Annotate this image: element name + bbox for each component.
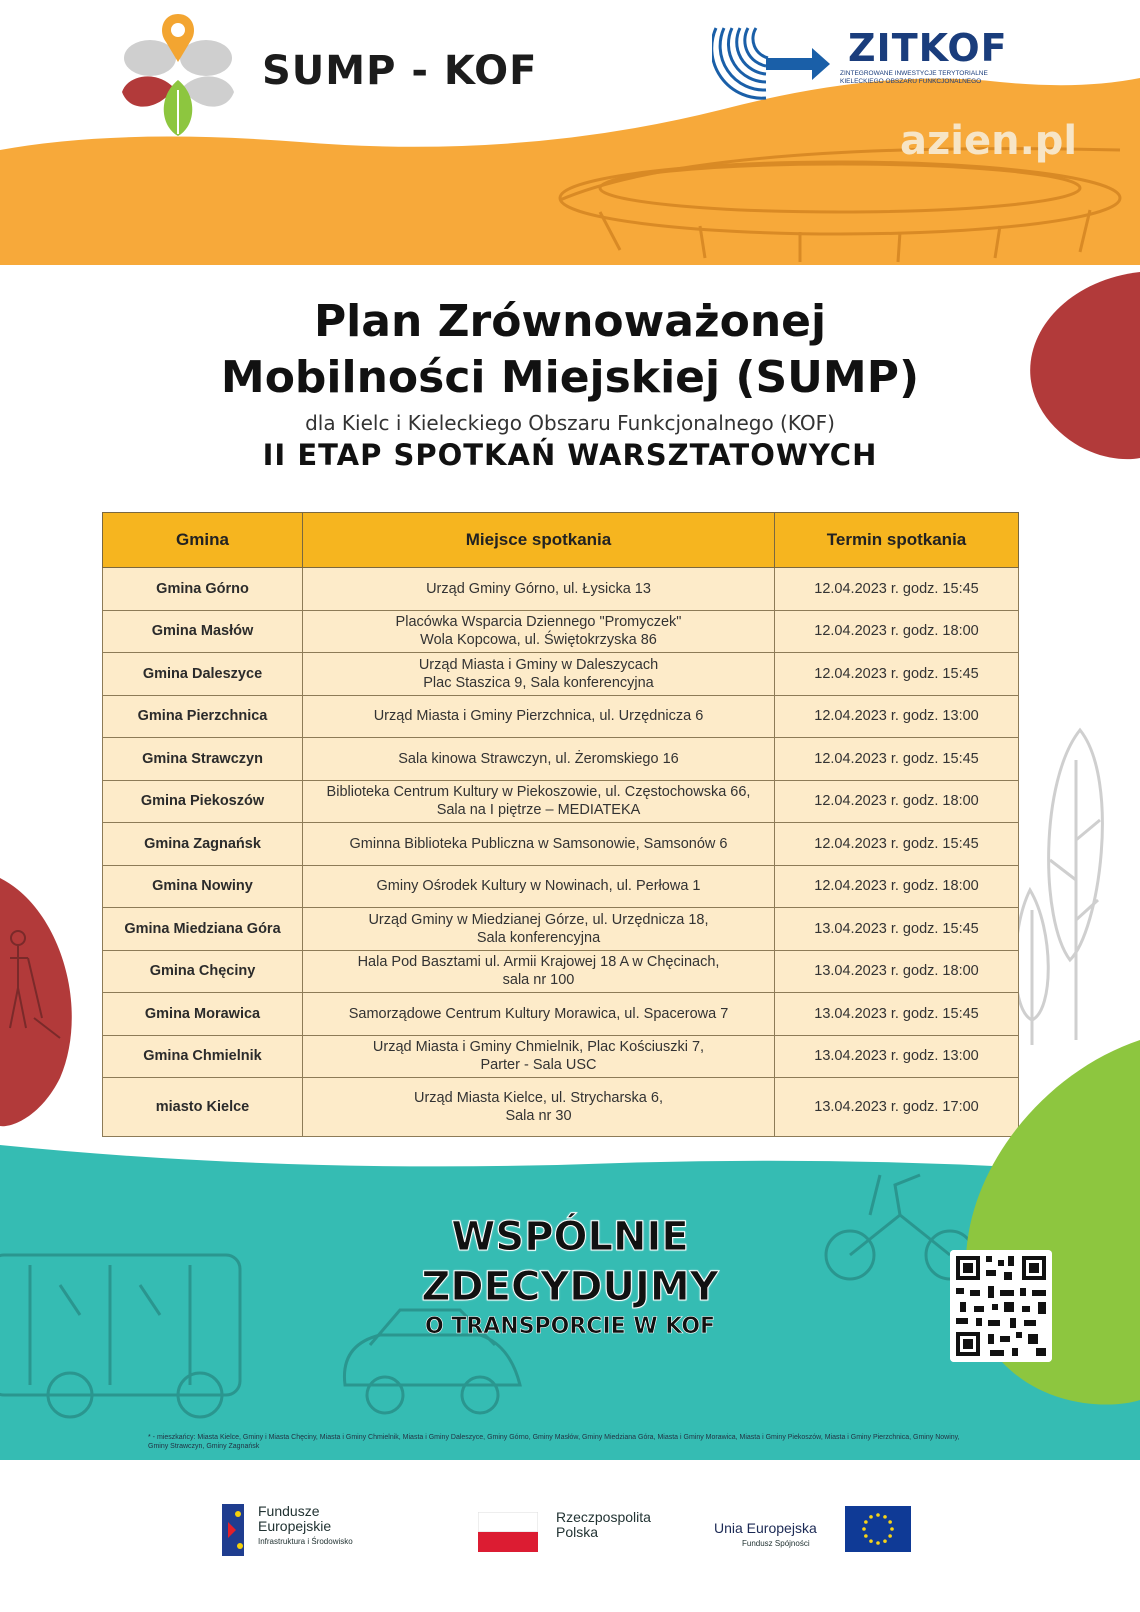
cell-date: 13.04.2023 r. godz. 15:45	[775, 993, 1019, 1036]
table-row	[103, 695, 1019, 738]
table-row	[103, 823, 1019, 866]
place-line-1: Hala Pod Basztami ul. Armii Krajowej 18 A w Chęcinach,	[357, 954, 720, 971]
eu-star-icon	[883, 1539, 887, 1543]
cell-place	[303, 908, 775, 951]
place-line-1: Biblioteka Centrum Kultury w Piekoszowie, ul. Częstochowska 66,	[326, 784, 751, 801]
place-line-1: Urząd Miasta i Gminy Pierzchnica, ul. Urzędnicza 6	[373, 708, 704, 725]
cell-date: 12.04.2023 r. godz. 18:00	[775, 865, 1019, 908]
poland-text	[556, 1510, 651, 1540]
place-line-1: Urząd Miasta Kielce, ul. Strycharska 6,	[413, 1090, 663, 1106]
table-row	[103, 908, 1019, 951]
cell-date: 12.04.2023 r. godz. 13:00	[775, 695, 1019, 738]
table-row	[103, 610, 1019, 653]
cell-date: 12.04.2023 r. godz. 15:45	[775, 823, 1019, 866]
cell-gmina: Gmina Piekoszów	[103, 780, 303, 823]
place-line-1: Samorządowe Centrum Kultury Morawica, ul. Spacerowa 7	[348, 1005, 729, 1022]
eu-star-icon	[876, 1541, 880, 1545]
eu-star-icon	[888, 1520, 892, 1524]
cell-gmina: Gmina Nowiny	[103, 865, 303, 908]
place-line-1: Sala kinowa Strawczyn, ul. Żeromskiego 16	[398, 750, 679, 767]
eu-star-icon	[876, 1513, 880, 1517]
cell-gmina: Gmina Chęciny	[103, 950, 303, 993]
place-line-1: Placówka Wsparcia Dziennego "Promyczek"	[395, 614, 682, 631]
cell-date: 12.04.2023 r. godz. 15:45	[775, 568, 1019, 611]
cell-date: 12.04.2023 r. godz. 15:45	[775, 653, 1019, 696]
polish-flag-icon	[478, 1512, 538, 1552]
place-line-2: Sala nr 30	[505, 1108, 572, 1124]
eu-star-icon	[869, 1515, 873, 1519]
place-line-2: Sala konferencyjna	[476, 929, 601, 946]
cell-place	[303, 1078, 775, 1137]
place-line-2: Sala na I piętrze – MEDIATEKA	[436, 802, 641, 819]
place-line-2: Wola Kopcowa, ul. Świętokrzyska 86	[420, 632, 657, 649]
cell-place	[303, 653, 775, 696]
table-row	[103, 950, 1019, 993]
eu-funds-subtitle: Infrastruktura i Środowisko	[258, 1537, 353, 1546]
cell-gmina: Gmina Strawczyn	[103, 738, 303, 781]
stage-title: II ETAP SPOTKAŃ WARSZTATOWYCH	[262, 438, 878, 472]
page-title-line-1: Plan Zrównoważonej	[313, 296, 827, 347]
sump-kof-logo-text: SUMP - KOF	[262, 48, 538, 94]
place-line-2: Plac Staszica 9, Sala konferencyjna	[423, 674, 654, 691]
eu-star-icon	[883, 1515, 887, 1519]
table-row	[103, 780, 1019, 823]
cell-gmina: Gmina Chmielnik	[103, 1035, 303, 1078]
page-title-line-2: Mobilności Miejskiej (SUMP)	[220, 352, 920, 403]
column-header-place: Miejsce spotkania	[303, 513, 775, 568]
cell-gmina: Gmina Pierzchnica	[103, 695, 303, 738]
cell-date: 13.04.2023 r. godz. 15:45	[775, 908, 1019, 951]
cell-place	[303, 950, 775, 993]
place-line-2: Parter - Sala USC	[480, 1057, 597, 1074]
cell-place	[303, 610, 775, 653]
cell-place	[303, 695, 775, 738]
place-line-1: Urząd Gminy Górno, ul. Łysicka 13	[426, 580, 651, 597]
cell-gmina: Gmina Miedziana Góra	[103, 908, 303, 951]
table-row	[103, 653, 1019, 696]
cell-place	[303, 865, 775, 908]
table-row	[103, 738, 1019, 781]
place-line-1: Urząd Miasta i Gminy Chmielnik, Plac Kościuszki 7,	[372, 1039, 705, 1056]
poland-line-2: Polska	[556, 1524, 599, 1540]
qr-code[interactable]	[950, 1250, 1052, 1362]
eu-star-icon	[869, 1539, 873, 1543]
poland-line-1: Rzeczpospolita	[556, 1509, 651, 1525]
page-subtitle: dla Kielc i Kieleckiego Obszaru Funkcjonalnego (KOF)	[305, 411, 835, 435]
table-body	[103, 568, 1019, 1137]
cell-gmina: Gmina Masłów	[103, 610, 303, 653]
cell-gmina: Gmina Górno	[103, 568, 303, 611]
table-row	[103, 993, 1019, 1036]
cell-place	[303, 993, 775, 1036]
cell-place	[303, 823, 775, 866]
table-header-row	[103, 513, 1019, 568]
eu-star-icon	[888, 1534, 892, 1538]
eu-star-icon	[864, 1534, 868, 1538]
cell-gmina: Gmina Morawica	[103, 993, 303, 1036]
eu-funds-line-1: Fundusze	[258, 1503, 320, 1519]
table-row	[103, 865, 1019, 908]
eu-funds-text	[258, 1504, 331, 1534]
place-line-1: Urząd Miasta i Gminy w Daleszycach	[418, 656, 659, 673]
cell-gmina: Gmina Zagnańsk	[103, 823, 303, 866]
eu-star-icon	[862, 1527, 866, 1531]
meeting-schedule-table	[102, 512, 1019, 1137]
cell-place	[303, 738, 775, 781]
table-row	[103, 568, 1019, 611]
zitkof-logo-icon	[712, 18, 830, 102]
eu-star-icon	[890, 1527, 894, 1531]
eu-text: Unia Europejska	[714, 1520, 817, 1536]
eu-flag-icon	[845, 1506, 911, 1552]
cell-date: 12.04.2023 r. godz. 18:00	[775, 780, 1019, 823]
slogan-line-1: WSPÓLNIE	[451, 1214, 689, 1260]
cell-date: 12.04.2023 r. godz. 15:45	[775, 738, 1019, 781]
eu-star-icon	[864, 1520, 868, 1524]
zitkof-logo-text: ZITKOF	[848, 26, 1008, 70]
eu-subtitle: Fundusz Spójności	[742, 1539, 810, 1548]
cell-gmina: miasto Kielce	[103, 1078, 303, 1137]
footnote-text: * - mieszkańcy: Miasta Kielce, Gminy i Miasta Chęciny, Miasta i Gminy Chmielnik, Miasta i Gminy Daleszyce, Gminy Górno, Gminy Masłów, Gminy Miedziana Góra, Miasta i Gminy Morawica, Miasta i Gminy Piekoszów, Miasta i Gminy Pierzchnica, Gminy Nowiny, Gminy Strawczyn, Gminy Zagnańsk	[148, 1434, 960, 1450]
eu-funds-line-2: Europejskie	[258, 1518, 332, 1534]
eu-funds-logo-icon	[218, 1500, 258, 1560]
zitkof-logo-subtitle: ZINTEGROWANE INWESTYCJE TERYTORIALNE KIELECKIEGO OBSZARU FUNKCJONALNEGO	[840, 70, 988, 85]
table-row	[103, 1078, 1019, 1137]
column-header-gmina: Gmina	[103, 513, 303, 568]
column-header-date: Termin spotkania	[775, 513, 1019, 568]
cell-gmina: Gmina Daleszyce	[103, 653, 303, 696]
place-line-2: sala nr 100	[502, 972, 575, 989]
cell-date: 13.04.2023 r. godz. 17:00	[775, 1078, 1019, 1137]
cell-place	[303, 568, 775, 611]
place-line-1: Urząd Gminy w Miedzianej Górze, ul. Urzędnicza 18,	[368, 911, 709, 928]
place-line-1: Gminy Ośrodek Kultury w Nowinach, ul. Perłowa 1	[376, 878, 701, 895]
cell-date: 13.04.2023 r. godz. 18:00	[775, 950, 1019, 993]
table-row	[103, 1035, 1019, 1078]
slogan-line-2: ZDECYDUJMY	[421, 1264, 719, 1310]
cell-place	[303, 1035, 775, 1078]
tree-line-art-decoration	[1010, 720, 1140, 1050]
cell-date: 12.04.2023 r. godz. 18:00	[775, 610, 1019, 653]
watermark: azien.pl	[900, 118, 1078, 164]
sump-kof-logo-icon	[118, 10, 238, 140]
red-leaf-left-decoration	[0, 878, 80, 1128]
place-line-1: Gminna Biblioteka Publiczna w Samsonowie, Samsonów 6	[349, 835, 728, 852]
slogan-line-3: O TRANSPORCIE W KOF	[424, 1314, 716, 1339]
cell-date: 13.04.2023 r. godz. 13:00	[775, 1035, 1019, 1078]
cell-place	[303, 780, 775, 823]
